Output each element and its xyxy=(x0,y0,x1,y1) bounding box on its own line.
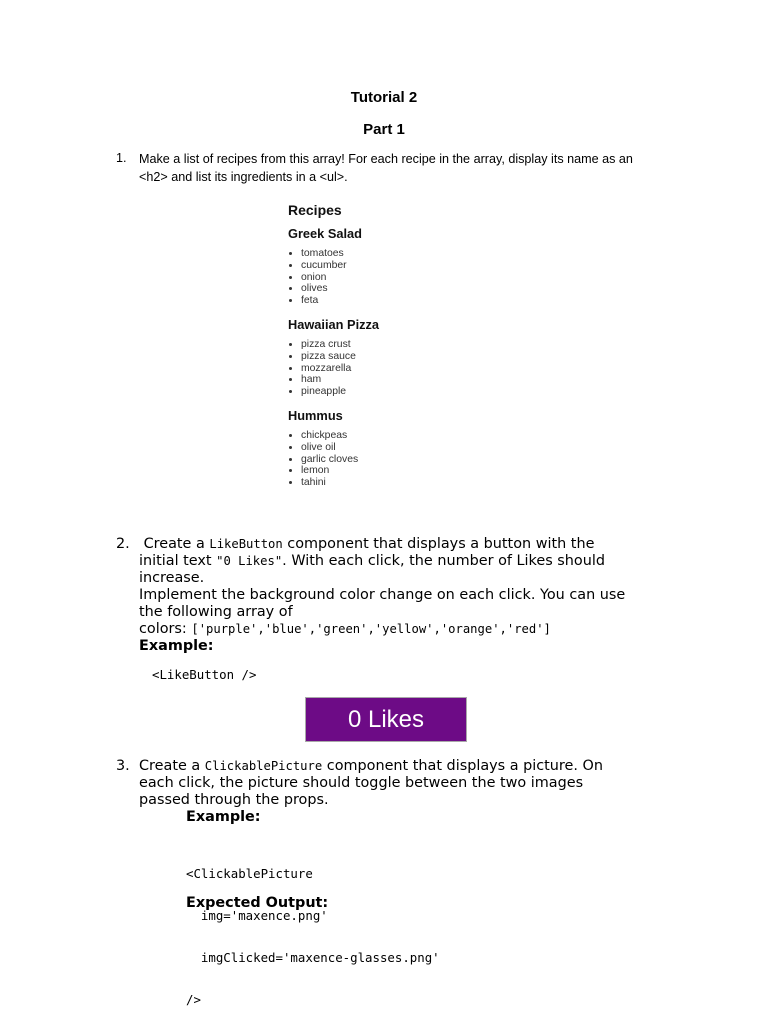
ingredient-item: • feta xyxy=(301,295,486,307)
recipes-heading: Recipes xyxy=(288,202,342,218)
ingredient-list xyxy=(286,339,486,398)
text-run: increase. xyxy=(139,570,205,586)
code-line: <LikeButton /> xyxy=(152,667,257,682)
item-number: 3. xyxy=(116,758,130,774)
ingredient-item: • olives xyxy=(301,283,486,295)
recipe-name: Greek Salad xyxy=(288,226,362,241)
section-title: Part 1 xyxy=(363,121,405,138)
item-3-line xyxy=(139,758,603,775)
text-run: Create a xyxy=(139,758,205,774)
ingredient-item: • tomatoes xyxy=(301,248,486,260)
code-block xyxy=(186,839,440,1021)
ingredient-item: • pizza sauce xyxy=(301,351,486,363)
ingredient-item: • tahini xyxy=(301,477,486,489)
ingredient-item: • ham xyxy=(301,374,486,386)
text-run: Implement the background color change on each click. You can use xyxy=(139,587,626,603)
ingredient-item: • mozzarella xyxy=(301,363,486,375)
item-2-line xyxy=(139,604,625,621)
like-button-demo xyxy=(305,697,467,742)
ingredient-item: • onion xyxy=(301,272,486,284)
text-run: the following array of xyxy=(139,604,293,620)
ingredient-item: • garlic cloves xyxy=(301,454,486,466)
recipe-name: Hawaiian Pizza xyxy=(288,316,380,332)
text-run: colors: xyxy=(139,621,192,637)
like-button-label: 0 Likes xyxy=(347,705,425,733)
ingredient-item: • cucumber xyxy=(301,260,486,272)
item-1-text xyxy=(139,150,633,186)
item-3-line xyxy=(139,792,603,809)
page-title: Tutorial 2 xyxy=(350,89,418,106)
ingredient-list xyxy=(286,248,486,307)
inline-code: LikeButton xyxy=(209,537,283,551)
code-line: img='maxence.png' xyxy=(186,908,328,923)
text-run: initial text xyxy=(139,553,217,569)
ingredient-item: • olive oil xyxy=(301,442,486,454)
text-run: <h2> and list its ingredients in a <ul>. xyxy=(139,170,348,184)
item-1-line xyxy=(139,168,633,186)
item-2-text xyxy=(139,536,625,638)
recipes-image xyxy=(286,200,486,499)
recipe-block xyxy=(286,226,486,307)
text-run: . With each click, the number of Likes should xyxy=(282,553,605,569)
item-number: 1. xyxy=(116,151,127,165)
inline-code: "0 Likes" xyxy=(216,554,283,568)
text-run: component that displays a picture. On xyxy=(322,758,603,774)
item-2-line xyxy=(139,570,625,587)
code-line: imgClicked='maxence-glasses.png' xyxy=(186,950,440,965)
text-run: Create a xyxy=(139,536,210,552)
item-2-line xyxy=(139,553,625,570)
inline-code: ClickablePicture xyxy=(204,759,323,773)
ingredient-item: • lemon xyxy=(301,465,486,477)
item-number: 2. xyxy=(116,536,130,552)
inline-code: ['purple','blue','green','yellow','orange','red'] xyxy=(191,622,551,636)
text-run: passed through the props. xyxy=(139,792,329,808)
expected-output-label: Expected Output: xyxy=(186,895,329,911)
example-label: Example: xyxy=(139,638,214,654)
example-label: Example: xyxy=(186,809,261,825)
recipe-block xyxy=(286,317,486,398)
text-run: Make a list of recipes from this array! For each recipe in the array, display its name as an xyxy=(139,152,633,166)
item-3-line xyxy=(139,775,603,792)
code-line: <ClickablePicture xyxy=(186,866,313,881)
item-1-line xyxy=(139,150,633,168)
recipe-name: Hummus xyxy=(288,407,343,423)
text-run: each click, the picture should toggle between the two images xyxy=(139,775,584,791)
ingredient-list xyxy=(286,430,486,489)
text-run: component that displays a button with the xyxy=(282,536,595,552)
ingredient-item: • chickpeas xyxy=(301,430,486,442)
ingredient-item: • pizza crust xyxy=(301,339,486,351)
recipe-block xyxy=(286,408,486,489)
item-2-line xyxy=(139,621,625,638)
code-line: /> xyxy=(186,992,201,1007)
item-3-text xyxy=(139,758,603,809)
item-2-line xyxy=(139,536,625,553)
ingredient-item: • pineapple xyxy=(301,386,486,398)
item-2-line xyxy=(139,587,625,604)
